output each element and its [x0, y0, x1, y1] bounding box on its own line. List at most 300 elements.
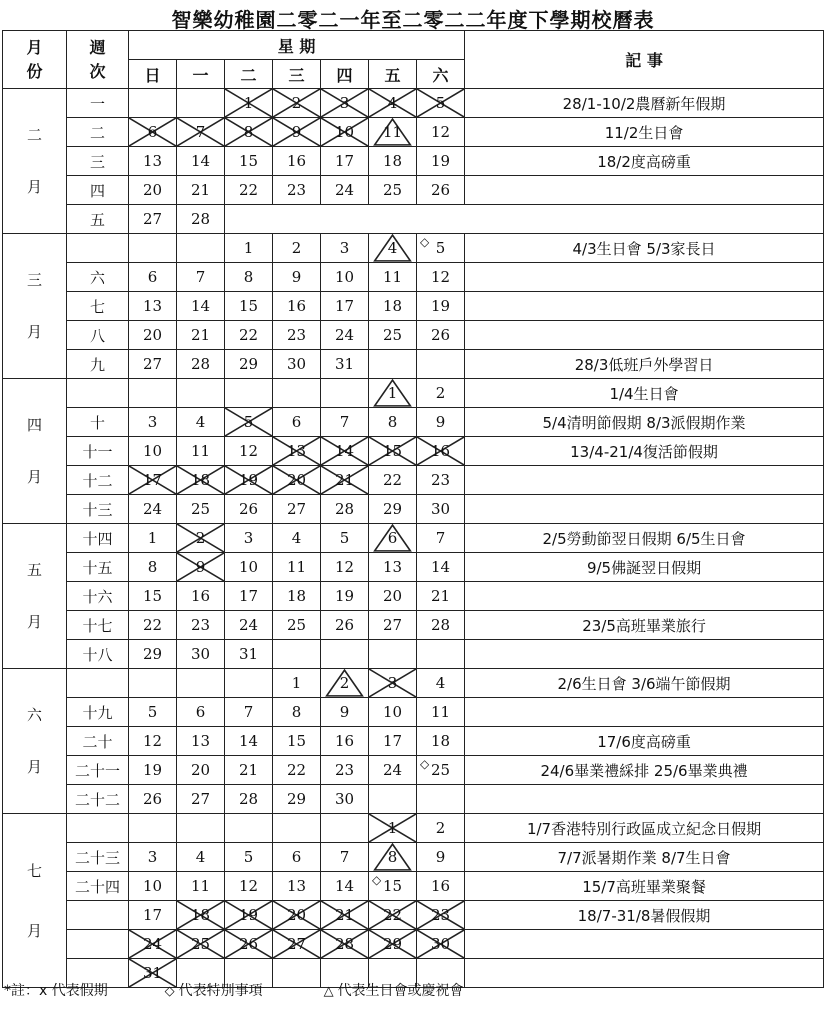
day-number: 13 [286, 442, 307, 460]
month-name: 二月 [27, 126, 43, 196]
day-cell [129, 292, 177, 321]
day-cell [225, 466, 273, 495]
day-number: 15 [382, 877, 403, 895]
day-cell [273, 582, 321, 611]
note-cell [465, 466, 824, 495]
day-cell [273, 466, 321, 495]
note-cell: 9/5佛誕翌日假期 [465, 553, 824, 582]
day-cell [225, 669, 273, 698]
day-cell [273, 669, 321, 698]
day-cell [129, 698, 177, 727]
day-number: 2 [339, 674, 350, 692]
day-cell [273, 785, 321, 814]
week-row [3, 234, 824, 263]
day-cell [177, 147, 225, 176]
day-cell [129, 205, 177, 234]
day-number: 16 [430, 877, 451, 895]
calendar-table [2, 30, 824, 988]
note-cell: 5/4清明節假期 8/3派假期作業 [465, 408, 824, 437]
day-number: 20 [286, 906, 307, 924]
day-number: 18 [190, 471, 211, 489]
day-cell [129, 263, 177, 292]
week-number: 二十二 [67, 785, 129, 814]
day-number: 27 [142, 355, 163, 373]
week-number: 十六 [67, 582, 129, 611]
day-number: 21 [334, 906, 355, 924]
day-number: 14 [334, 442, 355, 460]
day-number: 23 [286, 181, 307, 199]
week-number: 二十四 [67, 872, 129, 901]
day-number: 9 [291, 123, 302, 141]
day-cell [177, 582, 225, 611]
day-cell [369, 611, 417, 640]
day-number: 25 [190, 500, 211, 518]
day-cell [321, 640, 369, 669]
day-cell [225, 263, 273, 292]
note-cell: 18/2度高磅重 [465, 147, 824, 176]
day-number: 8 [387, 413, 398, 431]
week-number: 十四 [67, 524, 129, 553]
week-row [3, 582, 824, 611]
day-cell [225, 234, 273, 263]
day-number: 28 [190, 210, 211, 228]
month-header [3, 31, 67, 89]
day-cell [369, 495, 417, 524]
day-number: 24 [334, 326, 355, 344]
day-number: 27 [286, 500, 307, 518]
day-cell [273, 843, 321, 872]
day-number: 11 [382, 123, 403, 141]
day-cell [321, 814, 369, 843]
week-number: 五 [67, 205, 129, 234]
day-number: 1 [387, 819, 398, 837]
day-cell [417, 147, 465, 176]
day-number: 2 [291, 239, 302, 257]
day-number: 22 [286, 761, 307, 779]
day-cell [177, 814, 225, 843]
week-number: 十三 [67, 495, 129, 524]
day-number: 29 [382, 500, 403, 518]
day-cell [321, 466, 369, 495]
day-number: 9 [435, 413, 446, 431]
day-number: 26 [430, 181, 451, 199]
month-name: 七月 [27, 861, 43, 940]
day-cell [225, 843, 273, 872]
day-cell [321, 756, 369, 785]
day-cell [225, 582, 273, 611]
day-number: 24 [334, 181, 355, 199]
note-cell: 11/2生日會 [465, 118, 824, 147]
note-cell: 1/4生日會 [465, 379, 824, 408]
day-number: 17 [382, 732, 403, 750]
day-cell [273, 611, 321, 640]
week-row [3, 553, 824, 582]
day-cell [369, 640, 417, 669]
day-cell [273, 872, 321, 901]
day-number: 18 [382, 152, 403, 170]
weekday-header: 六 [417, 60, 465, 89]
day-number: 1 [243, 239, 254, 257]
day-number: 15 [382, 442, 403, 460]
day-number: 7 [243, 703, 254, 721]
day-cell [321, 727, 369, 756]
week-number: 十五 [67, 553, 129, 582]
day-cell [321, 118, 369, 147]
weekday-header: 一 [177, 60, 225, 89]
day-number: 28 [334, 500, 355, 518]
day-cell [225, 118, 273, 147]
day-cell [321, 379, 369, 408]
day-cell [417, 930, 465, 959]
day-cell [369, 901, 417, 930]
day-number: 6 [147, 123, 158, 141]
day-number: 30 [286, 355, 307, 373]
day-number: 5 [243, 413, 254, 431]
day-number: 6 [147, 268, 158, 286]
day-cell [321, 350, 369, 379]
day-cell [225, 698, 273, 727]
note-cell: 7/7派暑期作業 8/7生日會 [465, 843, 824, 872]
day-cell [417, 263, 465, 292]
special-diamond-icon: ◇ [420, 235, 430, 249]
day-number: 3 [339, 94, 350, 112]
week-row [3, 669, 824, 698]
day-cell [177, 495, 225, 524]
day-number: 22 [382, 471, 403, 489]
day-number: 7 [435, 529, 446, 547]
day-number: 25 [286, 616, 307, 634]
weekday-header: 四 [321, 60, 369, 89]
day-cell [273, 640, 321, 669]
week-row [3, 466, 824, 495]
day-cell [369, 118, 417, 147]
day-cell [321, 611, 369, 640]
day-number: 19 [238, 906, 259, 924]
day-cell [177, 89, 225, 118]
day-cell [177, 669, 225, 698]
day-cell [417, 727, 465, 756]
day-number: 24 [142, 500, 163, 518]
day-number: 17 [238, 587, 259, 605]
day-number: 20 [142, 181, 163, 199]
day-cell [273, 930, 321, 959]
day-cell [417, 524, 465, 553]
day-number: 8 [147, 558, 158, 576]
weekday-header: 日 [129, 60, 177, 89]
day-cell [321, 321, 369, 350]
month-label [3, 234, 67, 379]
week-number: 四 [67, 176, 129, 205]
day-number: 9 [339, 703, 350, 721]
day-number: 20 [286, 471, 307, 489]
week-row [3, 698, 824, 727]
note-cell [465, 930, 824, 959]
day-cell [177, 727, 225, 756]
day-cell [129, 350, 177, 379]
day-cell [369, 263, 417, 292]
day-number: 27 [286, 935, 307, 953]
day-number: 25 [430, 761, 451, 779]
day-cell [129, 408, 177, 437]
day-cell [225, 872, 273, 901]
day-number: 20 [190, 761, 211, 779]
week-number: 十 [67, 408, 129, 437]
note-cell: 2/6生日會 3/6端午節假期 [465, 669, 824, 698]
day-cell [177, 350, 225, 379]
day-number: 20 [382, 587, 403, 605]
day-number: 21 [430, 587, 451, 605]
day-number: 12 [142, 732, 163, 750]
day-number: 13 [286, 877, 307, 895]
day-number: 10 [142, 877, 163, 895]
week-number [67, 814, 129, 843]
day-cell [321, 669, 369, 698]
special-diamond-icon: ◇ [420, 757, 430, 771]
day-cell [273, 234, 321, 263]
week-row [3, 408, 824, 437]
day-cell [417, 466, 465, 495]
day-cell [129, 321, 177, 350]
day-number: 11 [190, 442, 211, 460]
legend-holiday: *註：x 代表假期 [4, 983, 108, 999]
day-cell [225, 640, 273, 669]
weekday-header: 三 [273, 60, 321, 89]
day-cell [369, 756, 417, 785]
day-cell [177, 524, 225, 553]
day-number: 14 [238, 732, 259, 750]
note-cell: 24/6畢業禮綵排 25/6畢業典禮 [465, 756, 824, 785]
note-cell [465, 176, 824, 205]
day-cell [129, 553, 177, 582]
day-cell [225, 785, 273, 814]
day-cell [129, 872, 177, 901]
week-row [3, 89, 824, 118]
day-number: 6 [291, 848, 302, 866]
day-cell [129, 437, 177, 466]
special-diamond-icon: ◇ [372, 873, 382, 887]
day-number: 23 [334, 761, 355, 779]
week-row [3, 524, 824, 553]
month-name: 五月 [27, 561, 43, 631]
day-number: 22 [382, 906, 403, 924]
week-row [3, 437, 824, 466]
day-number: 17 [334, 152, 355, 170]
day-number: 25 [382, 181, 403, 199]
week-row [3, 756, 824, 785]
legend [4, 980, 472, 1000]
day-cell [129, 814, 177, 843]
day-number: 14 [190, 152, 211, 170]
week-number: 二十三 [67, 843, 129, 872]
day-cell [129, 785, 177, 814]
day-number: 26 [238, 500, 259, 518]
week-number [67, 669, 129, 698]
day-number: 26 [430, 326, 451, 344]
day-number: 4 [291, 529, 302, 547]
day-number: 12 [238, 877, 259, 895]
day-number: 14 [430, 558, 451, 576]
day-cell [369, 89, 417, 118]
day-number: 17 [142, 906, 163, 924]
week-row [3, 350, 824, 379]
week-number [67, 234, 129, 263]
day-cell [417, 350, 465, 379]
day-cell [273, 292, 321, 321]
day-cell [273, 756, 321, 785]
day-number: 2 [195, 529, 206, 547]
day-number: 29 [142, 645, 163, 663]
day-cell [321, 582, 369, 611]
day-number: 12 [430, 123, 451, 141]
weekday-header: 二 [225, 60, 273, 89]
week-number: 八 [67, 321, 129, 350]
day-cell [129, 147, 177, 176]
week-number: 二 [67, 118, 129, 147]
day-cell [177, 698, 225, 727]
day-number: 30 [190, 645, 211, 663]
day-number: 10 [382, 703, 403, 721]
day-number: 19 [334, 587, 355, 605]
day-number: 27 [382, 616, 403, 634]
week-number: 十二 [67, 466, 129, 495]
day-number: 8 [243, 123, 254, 141]
day-number: 31 [334, 355, 355, 373]
week-row [3, 205, 824, 234]
calendar-body [3, 89, 824, 988]
day-cell [417, 437, 465, 466]
day-cell [369, 814, 417, 843]
day-cell [321, 843, 369, 872]
day-number: 21 [190, 181, 211, 199]
day-number: 11 [190, 877, 211, 895]
day-number: 3 [387, 674, 398, 692]
day-cell [369, 147, 417, 176]
day-cell [129, 234, 177, 263]
day-cell [321, 89, 369, 118]
week-number: 十八 [67, 640, 129, 669]
day-cell [273, 524, 321, 553]
day-number: 11 [430, 703, 451, 721]
week-row [3, 814, 824, 843]
day-cell [321, 263, 369, 292]
day-number: 2 [435, 384, 446, 402]
day-cell [321, 147, 369, 176]
day-cell [129, 379, 177, 408]
day-number: 18 [430, 732, 451, 750]
day-cell [129, 930, 177, 959]
day-number: 2 [291, 94, 302, 112]
day-number: 26 [334, 616, 355, 634]
day-number: 3 [147, 848, 158, 866]
month-label [3, 524, 67, 669]
day-cell [225, 495, 273, 524]
note-cell [465, 582, 824, 611]
day-number: 16 [430, 442, 451, 460]
day-cell [177, 843, 225, 872]
day-number: 10 [334, 268, 355, 286]
day-number: 16 [286, 297, 307, 315]
day-cell [369, 872, 417, 901]
day-number: 25 [382, 326, 403, 344]
legend-special-text: 代表特別事項 [178, 983, 263, 999]
day-cell [225, 89, 273, 118]
day-cell [321, 553, 369, 582]
week-row [3, 292, 824, 321]
day-cell [273, 698, 321, 727]
notes-header: 記 事 [465, 31, 824, 89]
day-number: 4 [387, 94, 398, 112]
note-cell: 18/7-31/8暑假假期 [465, 901, 824, 930]
day-number: 15 [238, 152, 259, 170]
week-number: 十九 [67, 698, 129, 727]
day-number: 8 [291, 703, 302, 721]
day-number: 27 [142, 210, 163, 228]
day-number: 23 [430, 471, 451, 489]
day-number: 28 [190, 355, 211, 373]
day-cell [273, 89, 321, 118]
day-number: 4 [195, 413, 206, 431]
day-cell [417, 408, 465, 437]
note-cell [465, 640, 824, 669]
day-number: 3 [339, 239, 350, 257]
day-cell [273, 901, 321, 930]
note-cell: 28/3低班戶外學習日 [465, 350, 824, 379]
day-cell [369, 553, 417, 582]
day-cell [417, 640, 465, 669]
week-number [67, 379, 129, 408]
day-cell [225, 176, 273, 205]
day-cell [177, 118, 225, 147]
month-label [3, 379, 67, 524]
triangle-icon: △ [323, 984, 334, 999]
day-cell [273, 814, 321, 843]
day-number: 9 [435, 848, 446, 866]
day-cell [321, 872, 369, 901]
day-cell [129, 901, 177, 930]
day-cell [321, 930, 369, 959]
week-number: 七 [67, 292, 129, 321]
day-cell [321, 524, 369, 553]
day-number: 11 [382, 268, 403, 286]
day-number: 21 [190, 326, 211, 344]
week-number: 二十 [67, 727, 129, 756]
day-cell [369, 292, 417, 321]
day-cell [369, 379, 417, 408]
day-cell [225, 292, 273, 321]
day-cell [417, 814, 465, 843]
day-number: 6 [195, 703, 206, 721]
note-cell: 28/1-10/2農曆新年假期 [465, 89, 824, 118]
day-cell [129, 89, 177, 118]
day-cell [177, 321, 225, 350]
day-cell [177, 553, 225, 582]
day-number: 18 [190, 906, 211, 924]
day-number: 13 [142, 152, 163, 170]
day-cell [225, 147, 273, 176]
day-number: 12 [334, 558, 355, 576]
month-label [3, 669, 67, 814]
day-number: 9 [291, 268, 302, 286]
month-name: 三月 [27, 271, 43, 341]
day-cell [321, 176, 369, 205]
day-cell [225, 524, 273, 553]
day-number: 30 [430, 500, 451, 518]
day-number: 30 [430, 935, 451, 953]
note-cell: 1/7香港特別行政區成立紀念日假期 [465, 814, 824, 843]
week-row [3, 118, 824, 147]
day-cell [369, 582, 417, 611]
day-cell [225, 611, 273, 640]
